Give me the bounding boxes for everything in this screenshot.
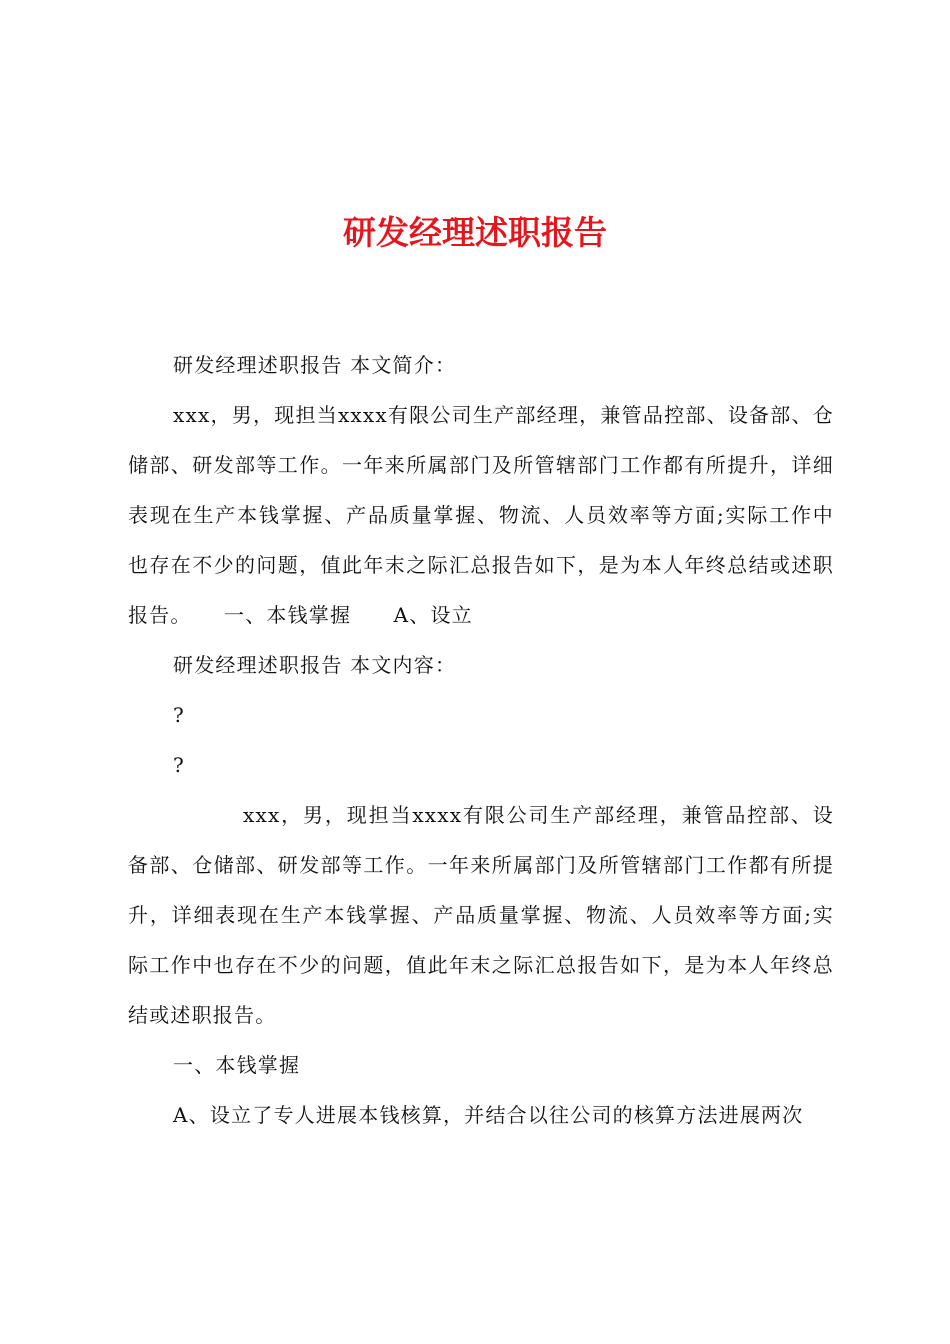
intro-heading: 研发经理述职报告 本文简介： bbox=[173, 353, 457, 377]
section-heading-cost-control: 一、本钱掌握 bbox=[173, 1053, 301, 1077]
placeholder-mark-1: ? bbox=[173, 703, 185, 727]
content-heading: 研发经理述职报告 本文内容： bbox=[173, 653, 457, 677]
document-body bbox=[128, 340, 834, 1140]
document-title: 研发经理述职报告 bbox=[343, 213, 607, 252]
content-paragraph: xxx，男，现担当xxxx有限公司生产部经理，兼管品控部、设备部、仓储部、研发部等工作。一年来所属部门及所管辖部门工作都有所提升，详细表现在生产本钱掌握、产品质量掌握、物流、人员效率等方面;实际工作中也存在不少的问题，值此年末之际汇总报告如下，是为本人年终总结或述职报告。 bbox=[128, 803, 834, 1027]
section-a-paragraph: A、设立了专人进展本钱核算，并结合以往公司的核算方法进展两次 bbox=[173, 1103, 804, 1127]
placeholder-mark-2: ? bbox=[173, 753, 185, 777]
intro-summary-paragraph: xxx，男，现担当xxxx有限公司生产部经理，兼管品控部、设备部、仓储部、研发部等工作。一年来所属部门及所管辖部门工作都有所提升，详细表现在生产本钱掌握、产品质量掌握、物流、人员效率等方面;实际工作中也存在不少的问题，值此年末之际汇总报告如下，是为本人年终总结或述职报告。 一、本钱掌握 A、设立 bbox=[128, 403, 834, 627]
